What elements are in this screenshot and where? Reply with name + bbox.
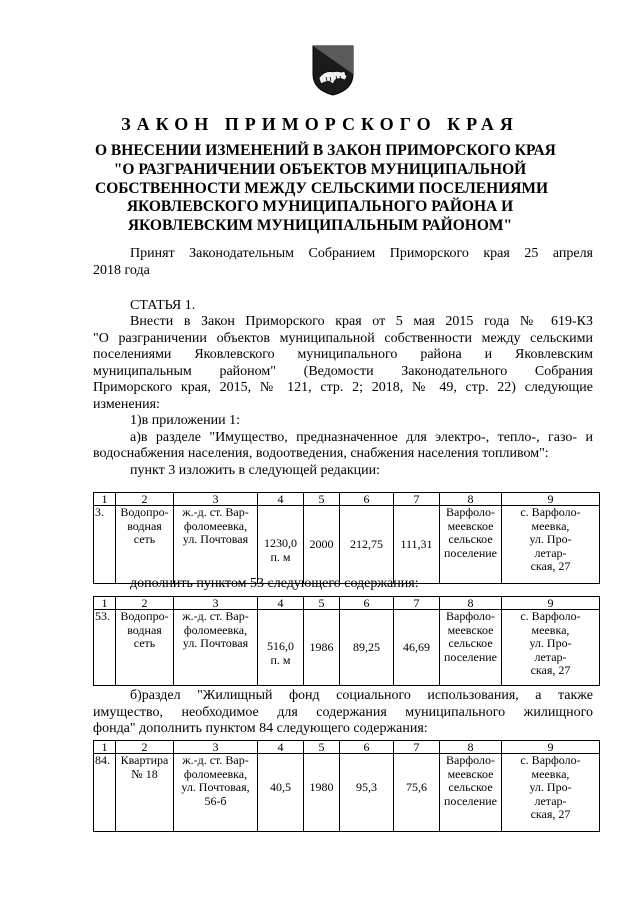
- table-row: 84. Квартира № 18 ж.-д. ст. Вар- фоломеевка, ул. Почтовая, 56-б 40,5 1980 95,3 75,6 Варфоло- меевское сельское поселение с. Варфоло- меевка, ул. Про- летар- ская, 27: [94, 754, 600, 832]
- point-3-note: пункт 3 изложить в следующей редакции:: [130, 462, 380, 478]
- table-row: 53. Водопро- водная сеть ж.-д. ст. Вар- фоломеевка, ул. Почтовая 516,0 п. м 1986 89,25 46,69 Варфоло- меевское сельское поселение с. Варфоло- меевка, ул. Про- летар- ская, 27: [94, 610, 600, 686]
- subtitle-line: СОБСТВЕННОСТИ МЕЖДУ СЕЛЬСКИМИ ПОСЕЛЕНИЯМИ: [95, 179, 549, 197]
- item-a-line: а)в разделе "Имущество, предназначенное для электро-, тепло-, газо- и: [130, 429, 593, 445]
- item-a-line: водоснабжения населения, водоотведения, снабжения населения топливом":: [93, 446, 549, 461]
- law-title: ЗАКОН ПРИМОРСКОГО КРАЯ: [121, 114, 519, 134]
- add-53-note: дополнить пунктом 53 следующего содержания:: [130, 576, 419, 591]
- intro-line: Внести в Закон Приморского края от 5 мая 2015 года № 619-КЗ: [130, 314, 593, 329]
- item-b-line: фонда" дополнить пунктом 84 следующего содержания:: [93, 721, 428, 736]
- item-b-line: имущество, необходимое для содержания муниципального жилищного: [93, 704, 593, 720]
- table-header-row: 1 2 3 4 5 6 7 8 9: [94, 741, 600, 754]
- intro-line: Приморского края, 2015, № 121, стр. 2; 2018, № 49, стр. 22) следующие: [93, 380, 593, 395]
- table-header-row: 1 2 3 4 5 6 7 8 9: [94, 597, 600, 610]
- law-subtitle: [95, 142, 556, 236]
- article-heading: СТАТЬЯ 1.: [130, 298, 196, 313]
- adoption-note: [93, 246, 593, 279]
- intro-line: поселениями Яковлевского муниципального района и Яковлевским: [93, 347, 593, 362]
- subtitle-line: "О РАЗГРАНИЧЕНИИ ОБЪЕКТОВ МУНИЦИПАЛЬНОЙ: [113, 160, 527, 178]
- table-point-84: [93, 740, 600, 832]
- subtitle-line: ЯКОВЛЕВСКОГО МУНИЦИПАЛЬНОГО РАЙОНА И: [126, 198, 514, 216]
- table-row: 3. Водопро- водная сеть ж.-д. ст. Вар- фоломеевка, ул. Почтовая 1230,0 п. м 2000 212,75 111,31 Варфоло- меевское сельское поселение с. Варфоло- меевка, ул. Про- летар- ская, 27: [94, 506, 600, 584]
- item-1: 1)в приложении 1:: [130, 413, 240, 428]
- intro-line: изменения:: [93, 396, 160, 412]
- adoption-line: 2018 года: [93, 262, 150, 278]
- subtitle-line: О ВНЕСЕНИИ ИЗМЕНЕНИЙ В ЗАКОН ПРИМОРСКОГО КРАЯ: [95, 142, 556, 159]
- article-intro: [93, 314, 593, 479]
- intro-line: "О разграничении объектов муниципальной собственности между сельскими: [93, 330, 593, 346]
- table-point-53: [93, 596, 600, 686]
- intro-line: муниципальным районом" (Ведомости Законодательного Собрания: [93, 363, 593, 379]
- table-header-row: 1 2 3 4 5 6 7 8 9: [94, 493, 600, 506]
- adoption-line: Принят Законодательным Собранием Приморского края 25 апреля: [130, 246, 593, 261]
- item-b-line: б)раздел "Жилищный фонд социального использования, а также: [130, 688, 593, 703]
- item-b: [93, 688, 593, 738]
- table-point-3: [93, 492, 600, 584]
- subtitle-line: ЯКОВЛЕВСКИМ МУНИЦИПАЛЬНЫМ РАЙОНОМ": [127, 217, 513, 235]
- coat-of-arms-icon: [311, 44, 355, 96]
